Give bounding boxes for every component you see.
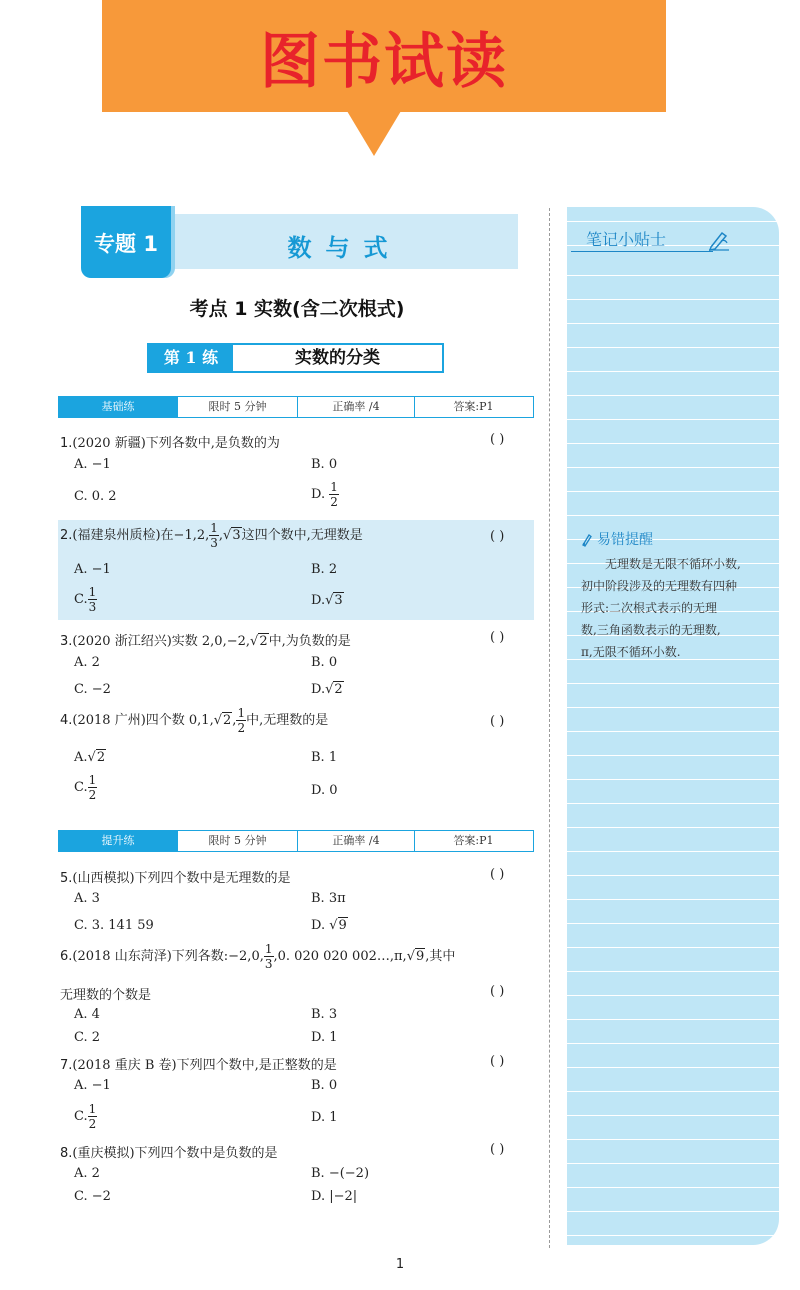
practice-title: 实数的分类 xyxy=(295,348,380,368)
banner-arrow xyxy=(347,111,401,156)
tip-pen-icon xyxy=(581,533,593,547)
tip-line: 形式:二次根式表示的无理 xyxy=(581,601,718,615)
practice-header xyxy=(147,343,444,373)
q3-option-d: D.√2 xyxy=(311,682,343,697)
q1-option-c: C. 0. 2 xyxy=(74,489,117,504)
basic-info-bar xyxy=(58,396,534,418)
basic-bar-name: 基础练 xyxy=(59,397,177,417)
q7-option-b: B. 0 xyxy=(311,1078,338,1093)
pen-note-icon xyxy=(707,229,731,251)
question-5: 5.(山西模拟)下列四个数中是无理数的是 xyxy=(60,871,291,886)
q1-option-d: D. $\frac{1}{2}$ xyxy=(311,480,338,509)
answer-paren: ( ) xyxy=(490,867,505,882)
answer-paren: ( ) xyxy=(490,630,505,645)
answer-paren: ( ) xyxy=(490,984,505,999)
topic-tab-label: 专题 1 xyxy=(94,232,158,256)
tip-heading-label: 易错提醒 xyxy=(597,532,653,548)
q4-option-a: A.√2 xyxy=(74,750,106,765)
q5-option-a: A. 3 xyxy=(74,891,100,906)
q6-option-d: D. 1 xyxy=(311,1030,338,1045)
tip-line: π,无限不循环小数. xyxy=(581,645,681,659)
q6-option-b: B. 3 xyxy=(311,1007,338,1022)
advanced-info-bar xyxy=(58,830,534,852)
q4-option-d: D. 0 xyxy=(311,783,338,798)
advanced-bar-time: 限时 5 分钟 xyxy=(177,831,297,851)
tip-line: 无理数是无限不循环小数, xyxy=(605,557,741,571)
basic-bar-rate: 正确率 /4 xyxy=(297,397,414,417)
q6-option-a: A. 4 xyxy=(74,1007,100,1022)
q1-option-a: A. −1 xyxy=(74,457,111,472)
q7-option-d: D. 1 xyxy=(311,1110,338,1125)
notes-panel xyxy=(567,207,779,1245)
notes-title-underline xyxy=(571,251,713,252)
topic-tab xyxy=(81,206,171,278)
question-6-line2: 无理数的个数是 xyxy=(60,988,152,1003)
question-8: 8.(重庆模拟)下列四个数中是负数的是 xyxy=(60,1146,278,1161)
advanced-bar-answer: 答案:P1 xyxy=(414,831,532,851)
q3-option-c: C. −2 xyxy=(74,682,111,697)
q8-option-c: C. −2 xyxy=(74,1189,111,1204)
q8-option-d: D. |−2| xyxy=(311,1189,358,1204)
q2-option-d: D.√3 xyxy=(311,593,343,608)
answer-paren: ( ) xyxy=(490,1054,505,1069)
question-3: 3.(2020 浙江绍兴)实数 2,0,−2,√2中,为负数的是 xyxy=(60,634,351,649)
basic-bar-answer: 答案:P1 xyxy=(414,397,532,417)
q4-option-b: B. 1 xyxy=(311,750,338,765)
question-2: 2.(福建泉州质检)在−1,2, $\frac{1}{3}$ ,√3这四个数中,无理数是 xyxy=(60,521,363,550)
q8-option-b: B. −(−2) xyxy=(311,1166,370,1181)
answer-paren: ( ) xyxy=(490,1142,505,1157)
q5-option-b: B. 3π xyxy=(311,891,346,906)
question-6: 6.(2018 山东菏泽)下列各数:−2,0, $\frac{1}{3}$ ,0. 020 020 002…,π,√9,其中 xyxy=(60,942,456,971)
question-4: 4.(2018 广州)四个数 0,1,√2, $\frac{1}{2}$ 中,无理数的是 xyxy=(60,706,329,735)
basic-bar-time: 限时 5 分钟 xyxy=(177,397,297,417)
question-7: 7.(2018 重庆 B 卷)下列四个数中,是正整数的是 xyxy=(60,1058,337,1073)
tip-body xyxy=(581,553,775,663)
answer-paren: ( ) xyxy=(490,529,505,544)
q8-option-a: A. 2 xyxy=(74,1166,100,1181)
q5-option-c: C. 3. 141 59 xyxy=(74,918,154,933)
q6-option-c: C. 2 xyxy=(74,1030,101,1045)
q2-option-a: A. −1 xyxy=(74,562,111,577)
q4-option-c: C. $\frac{1}{2}$ xyxy=(74,773,97,802)
advanced-bar-rate: 正确率 /4 xyxy=(297,831,414,851)
answer-paren: ( ) xyxy=(490,714,505,729)
q2-option-c: C. $\frac{1}{3}$ xyxy=(74,585,97,614)
advanced-bar-name: 提升练 xyxy=(59,831,177,851)
notes-title: 笔记小贴士 xyxy=(586,230,667,249)
q7-option-a: A. −1 xyxy=(74,1078,111,1093)
q1-option-b: B. 0 xyxy=(311,457,338,472)
practice-label: 第 1 练 xyxy=(149,345,233,371)
q3-option-a: A. 2 xyxy=(74,655,100,670)
kaodian-heading: 考点 1 实数(含二次根式) xyxy=(189,298,405,320)
topic-title: 数与式 xyxy=(287,234,402,262)
tip-line: 数,三角函数表示的无理数, xyxy=(581,623,721,637)
q7-option-c: C. $\frac{1}{2}$ xyxy=(74,1102,97,1131)
question-1: 1.(2020 新疆)下列各数中,是负数的为 xyxy=(60,436,280,451)
q3-option-b: B. 0 xyxy=(311,655,338,670)
banner-title: 图书试读 xyxy=(260,27,508,97)
q5-option-d: D. √9 xyxy=(311,918,347,933)
answer-paren: ( ) xyxy=(490,432,505,447)
column-divider xyxy=(549,208,550,1248)
tip-heading xyxy=(581,529,653,549)
preview-banner xyxy=(102,0,666,112)
tip-line: 初中阶段涉及的无理数有四种 xyxy=(581,579,738,593)
page-number: 1 xyxy=(395,1257,405,1272)
q2-option-b: B. 2 xyxy=(311,562,338,577)
